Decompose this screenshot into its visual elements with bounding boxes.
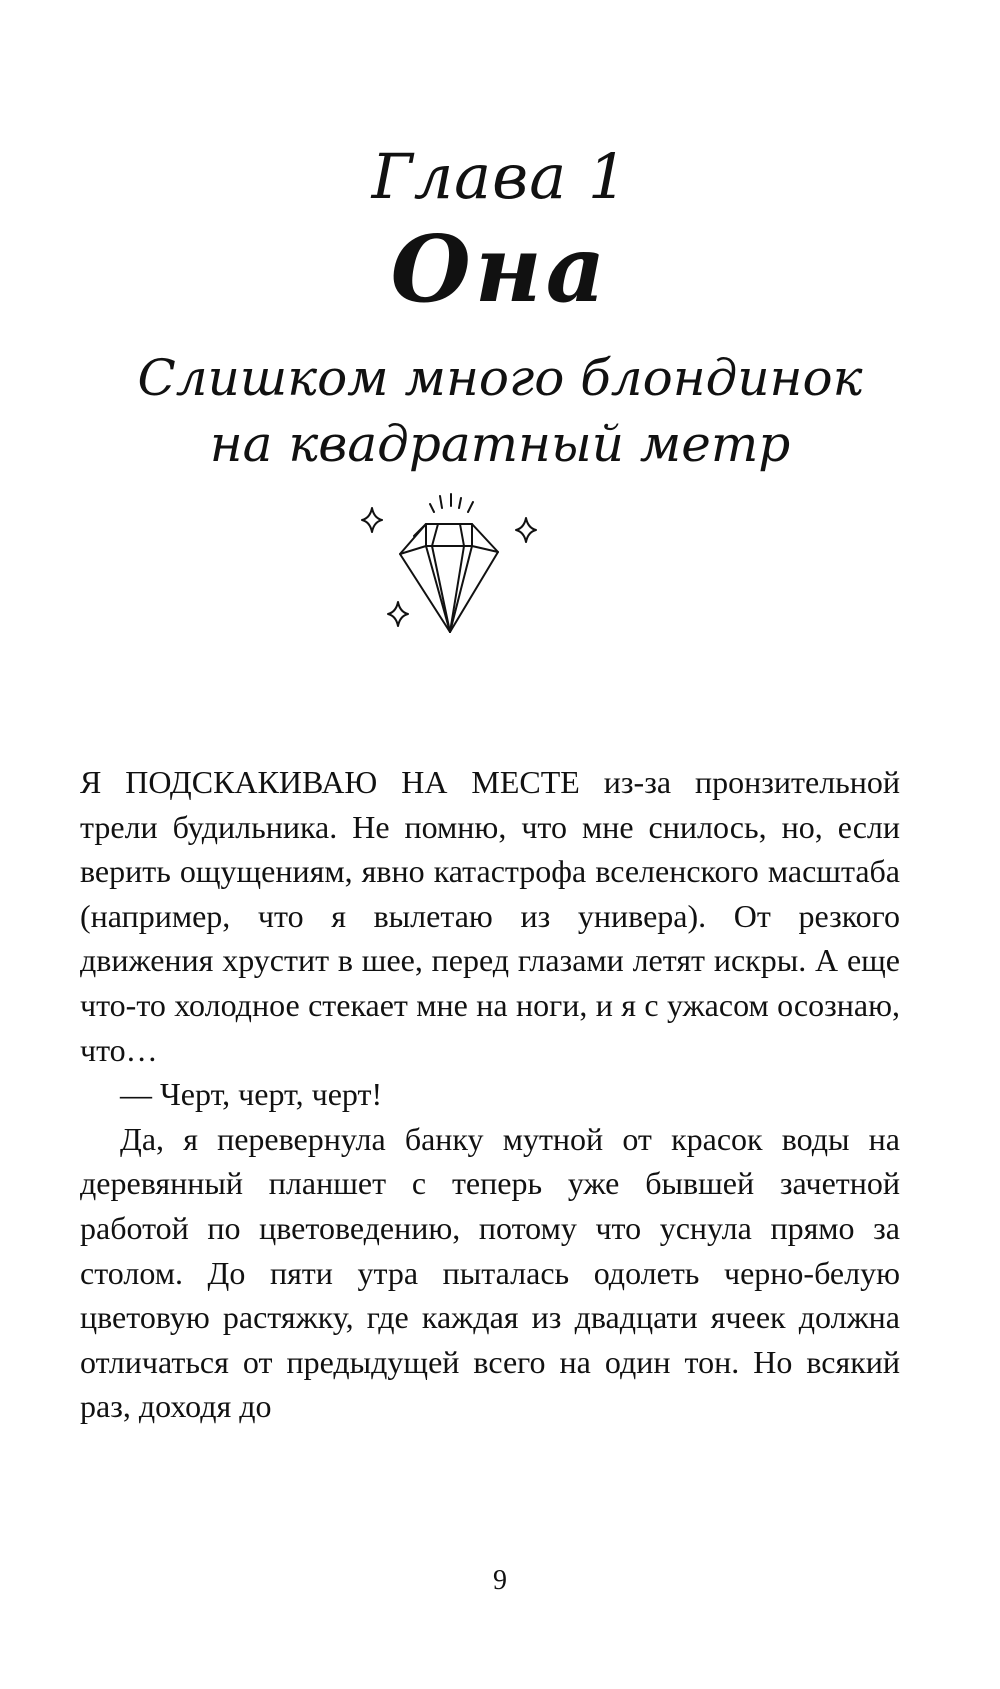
page-number: 9	[493, 1565, 507, 1596]
sparkle-bottom	[388, 602, 408, 626]
chapter-label: Глава 1	[371, 140, 629, 213]
body-text	[80, 760, 900, 1429]
subtitle-line-2: на квадратный метр	[209, 415, 791, 473]
subtitle-line-1: Слишком много блондинок	[137, 349, 863, 407]
chapter-subtitle	[90, 345, 910, 477]
diamond-shape	[400, 524, 498, 632]
sparkle-left	[362, 508, 382, 532]
sparkle-right	[516, 518, 536, 542]
paragraph: Да, я перевернула банку мутной от красок воды на деревянный планшет с теперь уже бывшей зачетной работой по цветоведению, потому что уснула прямо за столом. До пяти утра пыталась одолеть черно-белую цветовую растяжку, где каждая из двадцати ячеек должна отличаться от предыдущей всего на один тон. Но всякий раз, доходя до	[80, 1120, 900, 1425]
diamond-with-sparkles-icon	[360, 490, 610, 690]
dialogue-line: — Черт, черт, черт!	[120, 1076, 383, 1113]
chapter-title: Она	[390, 215, 610, 323]
paragraph: Я ПОДСКАКИВАЮ НА МЕСТЕ из-за пронзительной трели будильника. Не помню, что мне снилось, но, если верить ощущениям, явно катастрофа вселенского масштаба (например, что я вылетаю из универа). От резкого движения хрустит в шее, перед глазами летят искры. А еще что-то холодное стекает мне на ноги, и я с ужасом осознаю, что…	[80, 764, 900, 1068]
sparkle-rays	[430, 494, 473, 512]
